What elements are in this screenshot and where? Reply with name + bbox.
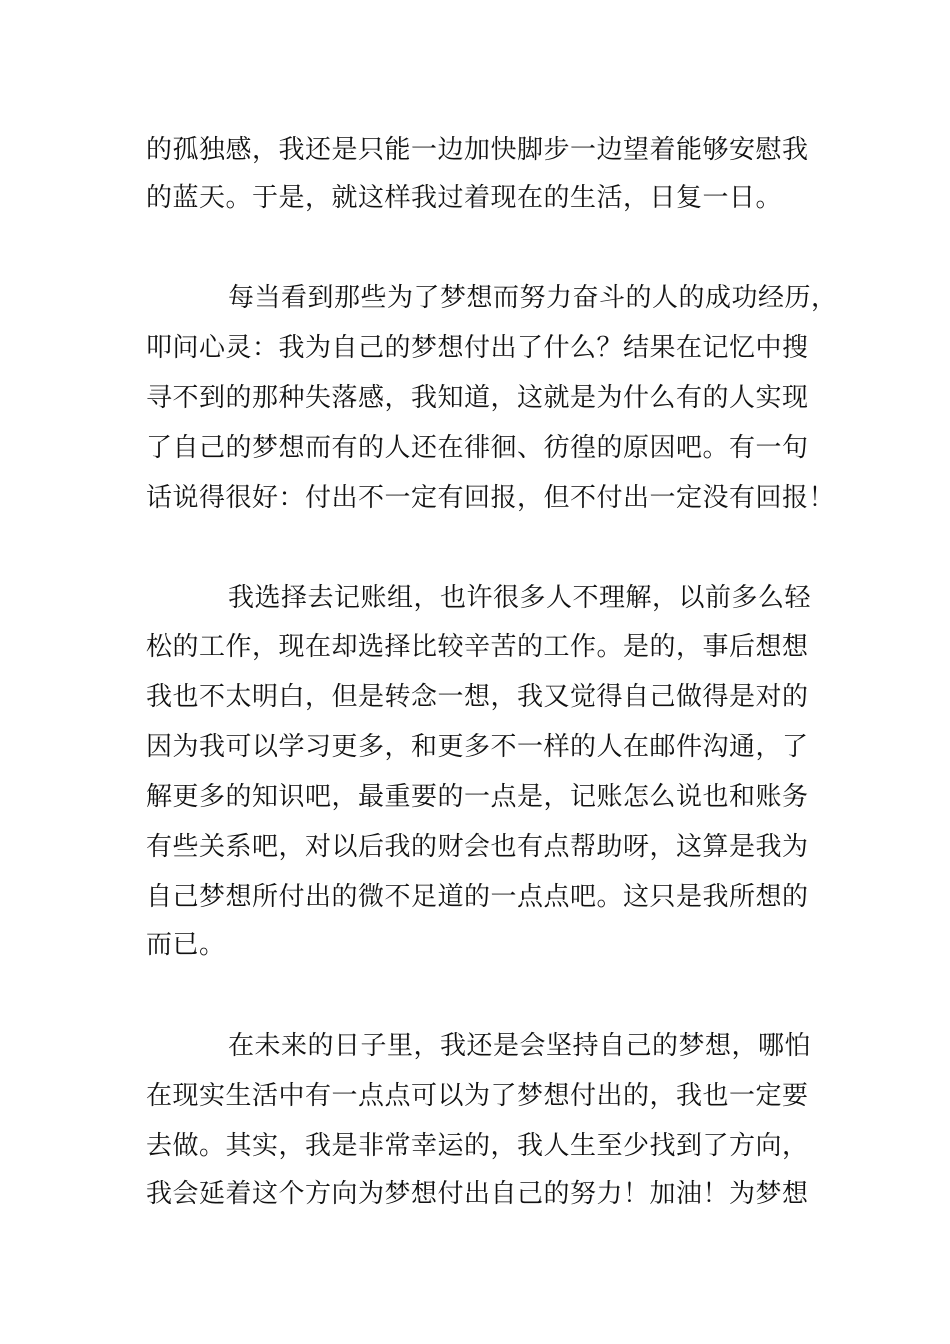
- paragraph-3-line-1: 我选择去记账组，也许很多人不理解，以前多么轻: [228, 583, 812, 613]
- paragraph-1-line-2: 的蓝天。于是，就这样我过着现在的生活，日复一日。: [146, 183, 783, 213]
- paragraph-2-line-3: 寻不到的那种失落感，我知道，这就是为什么有的人实现: [146, 383, 809, 413]
- paragraph-4-line-4: 我会延着这个方向为梦想付出自己的努力！加油！为梦想: [146, 1179, 809, 1209]
- paragraph-2-line-2: 叩问心灵：我为自己的梦想付出了什么？结果在记忆中搜: [146, 333, 809, 363]
- paragraph-3-line-6: 有些关系吧，对以后我的财会也有点帮助呀，这算是我为: [146, 832, 809, 862]
- paragraph-3-line-8: 而已。: [146, 930, 226, 960]
- paragraph-2-line-5: 话说得很好：付出不一定有回报，但不付出一定没有回报！: [146, 483, 836, 513]
- paragraph-4-line-2: 在现实生活中有一点点可以为了梦想付出的，我也一定要: [146, 1081, 809, 1111]
- paragraph-3-line-5: 解更多的知识吧，最重要的一点是，记账怎么说也和账务: [146, 782, 809, 812]
- paragraph-2-line-4: 了自己的梦想而有的人还在徘徊、彷徨的原因吧。有一句: [146, 433, 809, 463]
- paragraph-4-line-3: 去做。其实，我是非常幸运的，我人生至少找到了方向，: [146, 1131, 809, 1161]
- paragraph-3-line-7: 自己梦想所付出的微不足道的一点点吧。这只是我所想的: [146, 882, 809, 912]
- paragraph-2-line-1: 每当看到那些为了梦想而努力奋斗的人的成功经历，: [228, 283, 838, 313]
- paragraph-4-line-1: 在未来的日子里，我还是会坚持自己的梦想，哪怕: [228, 1031, 812, 1061]
- paragraph-3-line-4: 因为我可以学习更多，和更多不一样的人在邮件沟通，了: [146, 732, 809, 762]
- paragraph-3-line-2: 松的工作，现在却选择比较辛苦的工作。是的，事后想想: [146, 632, 809, 662]
- paragraph-1-line-1: 的孤独感，我还是只能一边加快脚步一边望着能够安慰我: [146, 135, 809, 165]
- paragraph-3-line-3: 我也不太明白，但是转念一想，我又觉得自己做得是对的: [146, 682, 809, 712]
